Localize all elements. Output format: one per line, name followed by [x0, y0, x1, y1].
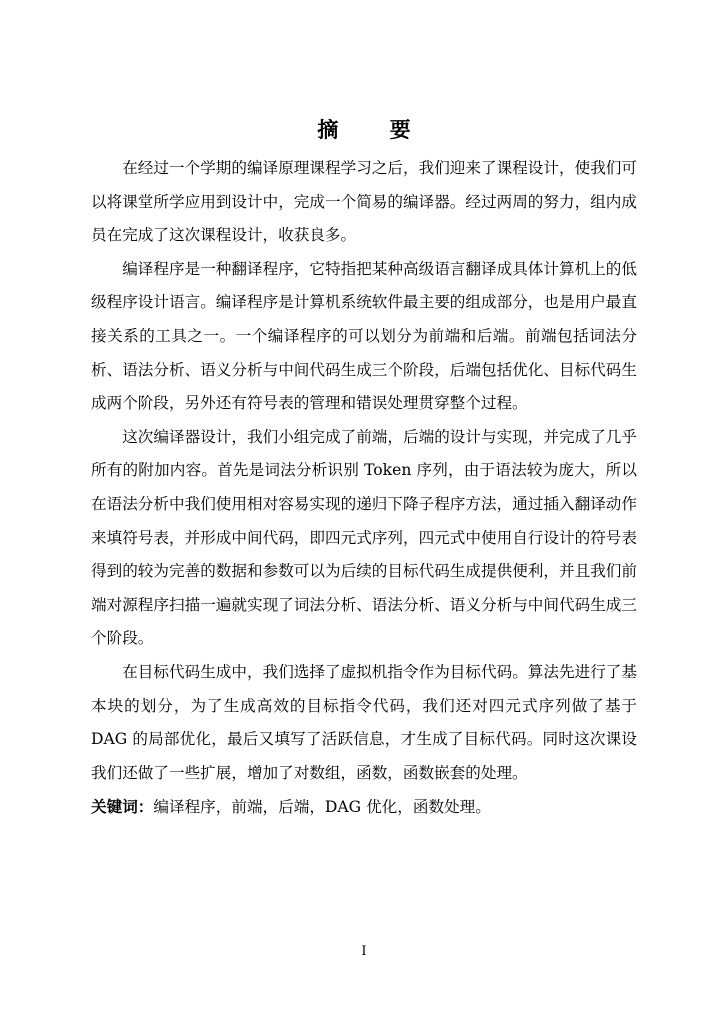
keywords-line — [91, 790, 637, 825]
paragraph-1: 在经过一个学期的编译原理课程学习之后，我们迎来了课程设计，使我们可以将课堂所学应用到设计中，完成一个简易的编译器。经过两周的努力，组内成员在完成了这次课程设计，收获良多。 — [91, 159, 637, 245]
keywords-label: 关键词： — [91, 797, 154, 817]
paragraph-3: 这次编译器设计，我们小组完成了前端，后端的设计与实现，并完成了几乎所有的附加内容。首先是词法分析识别 Token 序列，由于语法较为庞大，所以在语法分析中我们使用相对容易实现的递归下降子程序方法，通过插入翻译动作来填符号表，并形成中间代码，即四元式序列，四元式中使用自行设计的符号表得到的较为完善的数据和参数可以为后续的目标代码生成提供便利，并且我们前端对源程序扫描一遍就实现了词法分析、语法分析、语义分析与中间代码生成三个阶段。 — [91, 427, 637, 648]
paragraph-2: 编译程序是一种翻译程序，它特指把某种高级语言翻译成具体计算机上的低级程序设计语言。编译程序是计算机系统软件最主要的组成部分，也是用户最直接关系的工具之一。一个编译程序的可以划分为前端和后端。前端包括词法分析、语法分析、语义分析与中间代码生成三个阶段，后端包括优化、目标代码生成两个阶段，另外还有符号表的管理和错误处理贯穿整个过程。 — [91, 259, 637, 413]
keywords-text: 编译程序，前端，后端，DAG 优化，函数处理。 — [153, 798, 491, 817]
paragraph-4: 在目标代码生成中，我们选择了虚拟机指令作为目标代码。算法先进行了基本块的划分，为了生成高效的目标指令代码，我们还对四元式序列做了基于 DAG 的局部优化，最后又填写了活跃信息，才生成了目标代码。同时这次课设我们还做了一些扩展，增加了对数组，函数，函数嵌套的处理。 — [91, 662, 637, 782]
abstract-title: 摘 要 — [317, 117, 433, 142]
abstract-body — [91, 152, 637, 825]
page-number: I — [361, 944, 367, 959]
